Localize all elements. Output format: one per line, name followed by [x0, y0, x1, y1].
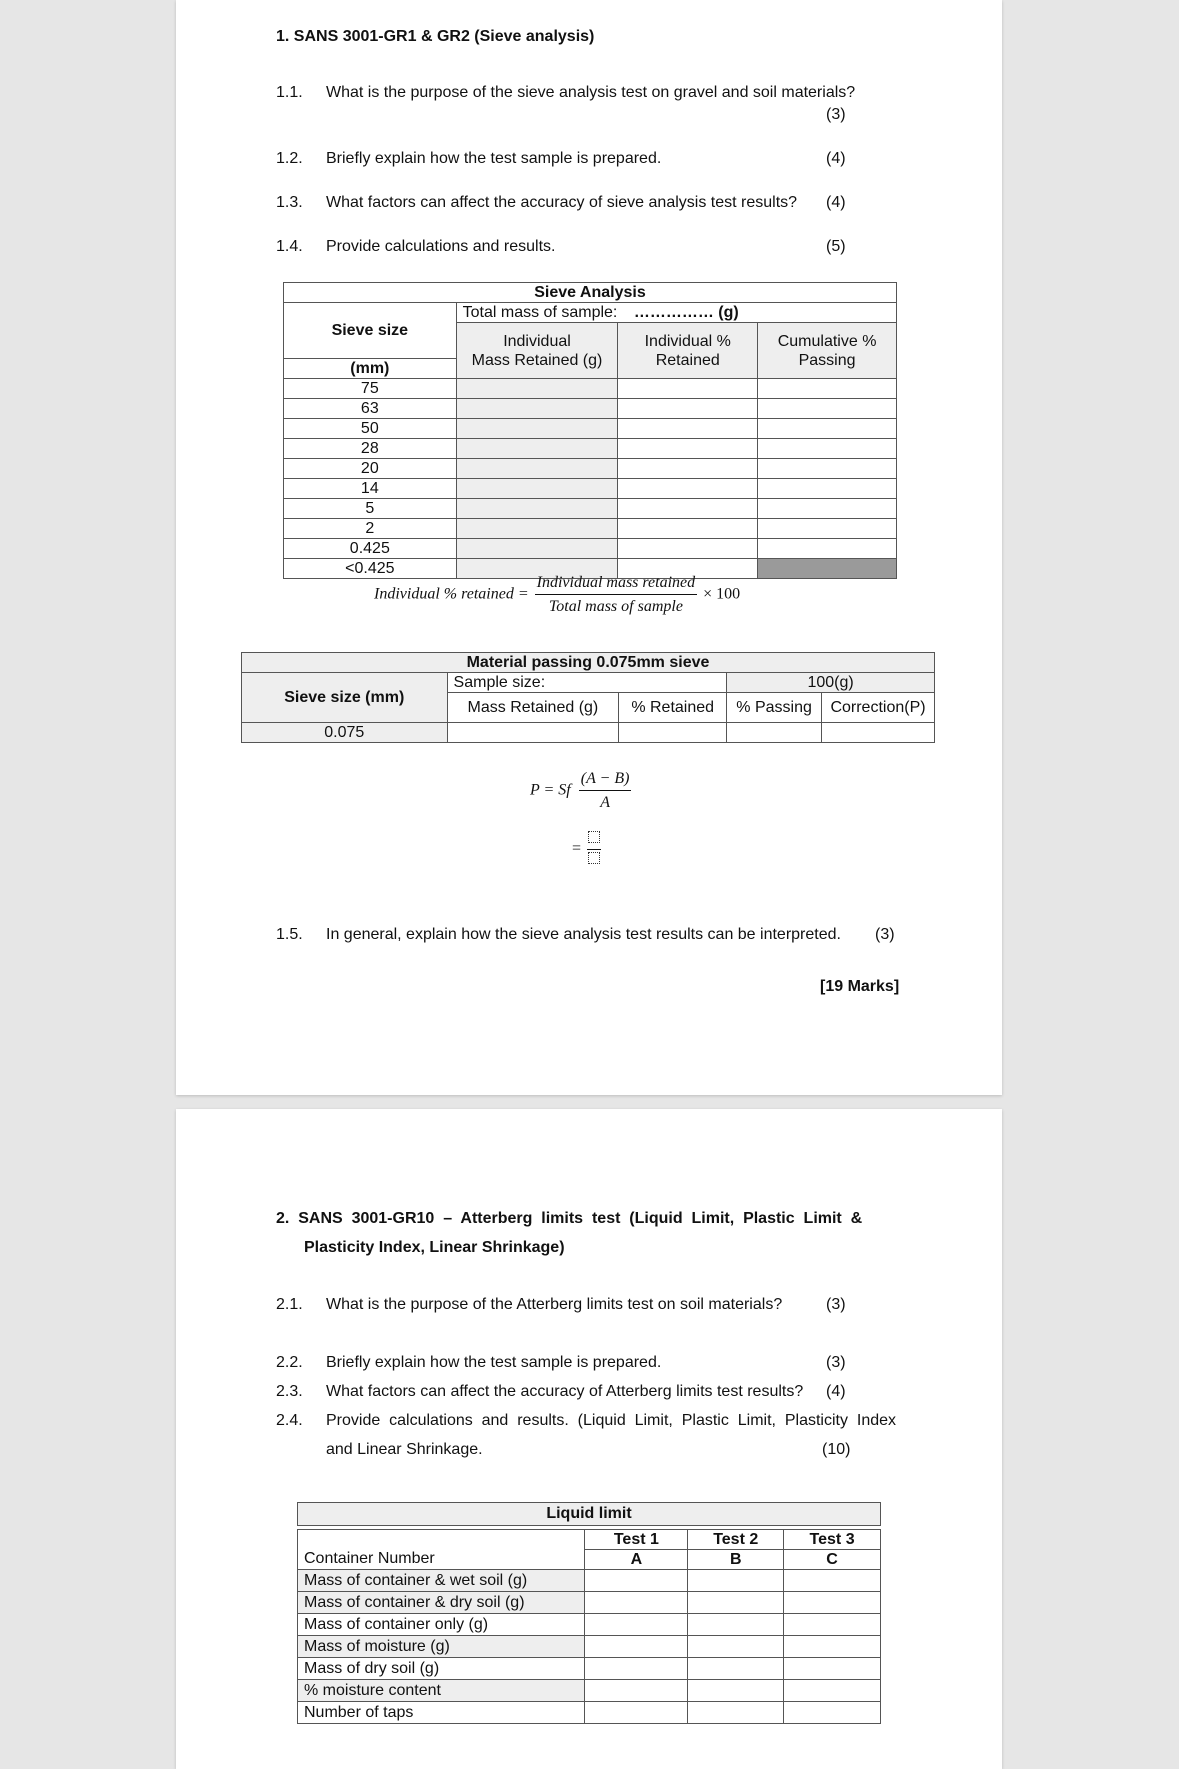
sieve-size-cell: 50: [284, 419, 457, 439]
value-cell[interactable]: [585, 1570, 688, 1592]
table-row: [298, 1658, 881, 1680]
container-b: B: [688, 1550, 784, 1570]
sieve-analysis-table: [283, 282, 897, 579]
row-label: Mass of container & dry soil (g): [298, 1592, 585, 1614]
q2-1-number: 2.1.: [276, 1296, 303, 1313]
value-cell[interactable]: [688, 1592, 784, 1614]
q2-1-marks: (3): [826, 1296, 846, 1313]
q2-3-text: What factors can affect the accuracy of Atterberg limits test results?: [326, 1383, 804, 1400]
q2-4-text-line1: Provide calculations and results. (Liquid Limit, Plastic Limit, Plasticity Index: [326, 1412, 897, 1429]
retained-cell[interactable]: [619, 723, 727, 743]
value-cell[interactable]: [688, 1614, 784, 1636]
cum-cell[interactable]: [758, 459, 897, 479]
sieve-size-cell: 0.425: [284, 539, 457, 559]
pct-cell[interactable]: [618, 479, 758, 499]
row-label: Mass of container & wet soil (g): [298, 1570, 585, 1592]
total-mass-label: Total mass of sample:: [462, 303, 618, 321]
table-row: [284, 399, 897, 419]
row-label: Container Number: [298, 1550, 585, 1570]
table-row: [298, 1570, 881, 1592]
q2-3-number: 2.3.: [276, 1383, 303, 1400]
q1-3-number: 1.3.: [276, 194, 303, 211]
table-row: [284, 519, 897, 539]
document-page-2: [176, 1109, 1002, 1769]
mass-cell[interactable]: [456, 379, 618, 399]
passing-cell[interactable]: [727, 723, 822, 743]
value-cell[interactable]: [784, 1702, 881, 1724]
section-1-heading: 1. SANS 3001-GR1 & GR2 (Sieve analysis): [276, 28, 595, 45]
row-label: Mass of container only (g): [298, 1614, 585, 1636]
section-2-heading-line2: Plasticity Index, Linear Shrinkage): [304, 1239, 565, 1256]
q1-1-text: What is the purpose of the sieve analysis test on gravel and soil materials?: [326, 84, 856, 101]
q1-2-marks: (4): [826, 150, 846, 167]
q1-2-number: 1.2.: [276, 150, 303, 167]
q1-4-text: Provide calculations and results.: [326, 238, 556, 255]
mass-cell[interactable]: [456, 499, 618, 519]
col-correction: Correction(P): [822, 693, 935, 723]
pct-cell[interactable]: [618, 419, 758, 439]
table-row: [298, 1636, 881, 1658]
cum-cell[interactable]: [758, 379, 897, 399]
table-row: [284, 479, 897, 499]
individual-retained-formula: [374, 574, 740, 616]
sieve-size-cell: 75: [284, 379, 457, 399]
document-page-1: [176, 0, 1002, 1095]
total-marks: [19 Marks]: [820, 978, 900, 995]
table-row: [298, 1680, 881, 1702]
placeholder-box-icon[interactable]: [588, 852, 600, 864]
sieve-size-cell: 28: [284, 439, 457, 459]
q1-3-text: What factors can affect the accuracy of sieve analysis test results?: [326, 194, 798, 211]
material-passing-table: [241, 652, 935, 743]
formula2-lhs: P = Sf: [530, 781, 571, 799]
value-cell[interactable]: [784, 1614, 881, 1636]
container-a: A: [585, 1550, 688, 1570]
formula1-denominator: Total mass of sample: [548, 598, 683, 615]
formula1-numerator: Individual mass retained: [535, 574, 698, 595]
value-cell[interactable]: [688, 1570, 784, 1592]
pct-cell[interactable]: [618, 499, 758, 519]
total-mass-dots: …………… (g): [633, 303, 739, 321]
test-2-header: Test 2: [688, 1530, 784, 1550]
passing-size-cell: 0.075: [242, 723, 448, 743]
container-c: C: [784, 1550, 881, 1570]
value-cell[interactable]: [784, 1636, 881, 1658]
total-mass-row: [456, 303, 896, 323]
cum-cell[interactable]: [758, 399, 897, 419]
col-pct-passing: % Passing: [727, 693, 822, 723]
pct-cell[interactable]: [618, 439, 758, 459]
table-row: [284, 539, 897, 559]
pct-cell[interactable]: [618, 459, 758, 479]
placeholder-box-icon[interactable]: [588, 831, 600, 843]
value-cell[interactable]: [585, 1592, 688, 1614]
row-label: Number of taps: [298, 1702, 585, 1724]
mass-cell[interactable]: [456, 459, 618, 479]
mass-cell[interactable]: [456, 439, 618, 459]
cum-cell[interactable]: [758, 539, 897, 559]
mass-cell[interactable]: [456, 399, 618, 419]
table-row: [284, 439, 897, 459]
cum-cell[interactable]: [758, 439, 897, 459]
cum-cell-shaded: [758, 559, 897, 579]
value-cell[interactable]: [585, 1680, 688, 1702]
test-3-header: Test 3: [784, 1530, 881, 1550]
value-cell[interactable]: [688, 1702, 784, 1724]
sieve-size-cell: 20: [284, 459, 457, 479]
col-cumulative-pct: Cumulative % Passing: [758, 323, 897, 379]
q1-4-marks: (5): [826, 238, 846, 255]
q1-1-marks: (3): [826, 106, 846, 123]
sieve-size-cell: 5: [284, 499, 457, 519]
q1-4-number: 1.4.: [276, 238, 303, 255]
pct-cell[interactable]: [618, 399, 758, 419]
sieve-size-cell: 2: [284, 519, 457, 539]
value-cell[interactable]: [688, 1636, 784, 1658]
table-row: [284, 499, 897, 519]
q2-2-text: Briefly explain how the test sample is prepared.: [326, 1354, 662, 1371]
correction-formula-blank: [572, 830, 601, 869]
q2-4-text-line2: and Linear Shrinkage.: [326, 1441, 483, 1458]
value-cell[interactable]: [585, 1702, 688, 1724]
row-label: Mass of dry soil (g): [298, 1658, 585, 1680]
formula2-denominator: A: [600, 794, 610, 811]
formula2-numerator: (A − B): [579, 770, 632, 791]
value-cell[interactable]: [585, 1658, 688, 1680]
cum-cell[interactable]: [758, 519, 897, 539]
col-pct-retained: % Retained: [619, 693, 727, 723]
col-mm: (mm): [284, 359, 457, 379]
col-sieve-size: Sieve size: [284, 303, 457, 359]
sieve-size-cell: 14: [284, 479, 457, 499]
mass-cell[interactable]: [456, 479, 618, 499]
row-label: Mass of moisture (g): [298, 1636, 585, 1658]
correction-cell[interactable]: [822, 723, 935, 743]
value-cell[interactable]: [688, 1680, 784, 1702]
section-2-heading-line1: 2. SANS 3001-GR10 – Atterberg limits test (Liquid Limit, Plastic Limit &: [276, 1210, 863, 1227]
table-row: [298, 1550, 881, 1570]
formula2-eq: =: [572, 840, 582, 858]
q2-2-number: 2.2.: [276, 1354, 303, 1371]
passing-table-title: Material passing 0.075mm sieve: [242, 653, 935, 673]
q2-4-number: 2.4.: [276, 1412, 303, 1429]
q2-4-marks: (10): [822, 1441, 851, 1458]
value-cell[interactable]: [784, 1680, 881, 1702]
value-cell[interactable]: [784, 1592, 881, 1614]
correction-formula: [530, 770, 631, 812]
q2-1-text: What is the purpose of the Atterberg limits test on soil materials?: [326, 1296, 783, 1313]
value-cell[interactable]: [585, 1636, 688, 1658]
col-passing-sieve-size: Sieve size (mm): [242, 673, 448, 723]
sieve-size-cell: <0.425: [284, 559, 457, 579]
value-cell[interactable]: [585, 1614, 688, 1636]
col-individual-pct: Individual % Retained: [618, 323, 758, 379]
table-row: [298, 1702, 881, 1724]
liquid-limit-table: [297, 1502, 881, 1724]
q2-2-marks: (3): [826, 1354, 846, 1371]
table-row: [284, 459, 897, 479]
table-row: [298, 1614, 881, 1636]
q1-5-number: 1.5.: [276, 926, 303, 943]
q1-2-text: Briefly explain how the test sample is prepared.: [326, 150, 662, 167]
formula1-suffix: × 100: [703, 585, 741, 603]
cum-cell[interactable]: [758, 499, 897, 519]
table-row: [284, 419, 897, 439]
mass-cell[interactable]: [456, 419, 618, 439]
sieve-size-cell: 63: [284, 399, 457, 419]
table-row: [284, 379, 897, 399]
pct-cell[interactable]: [618, 539, 758, 559]
mass-cell[interactable]: [447, 723, 619, 743]
q1-1-number: 1.1.: [276, 84, 303, 101]
q1-5-marks: (3): [875, 926, 895, 943]
pct-cell[interactable]: [618, 519, 758, 539]
mass-cell[interactable]: [456, 519, 618, 539]
sample-size-value: 100(g): [727, 673, 935, 693]
value-cell[interactable]: [784, 1570, 881, 1592]
sieve-table-title: Sieve Analysis: [284, 283, 897, 303]
test-1-header: Test 1: [585, 1530, 688, 1550]
row-label: % moisture content: [298, 1680, 585, 1702]
cum-cell[interactable]: [758, 479, 897, 499]
value-cell[interactable]: [784, 1658, 881, 1680]
table-row: [298, 1592, 881, 1614]
col-mass-retained: Mass Retained (g): [447, 693, 619, 723]
col-individual-mass: Individual Mass Retained (g): [456, 323, 618, 379]
sample-size-label: Sample size:: [447, 673, 727, 693]
q2-3-marks: (4): [826, 1383, 846, 1400]
liquid-limit-title: Liquid limit: [298, 1503, 881, 1526]
formula1-lhs: Individual % retained =: [374, 585, 529, 603]
q1-3-marks: (4): [826, 194, 846, 211]
mass-cell[interactable]: [456, 539, 618, 559]
value-cell[interactable]: [688, 1658, 784, 1680]
cum-cell[interactable]: [758, 419, 897, 439]
q1-5-text: In general, explain how the sieve analysis test results can be interpreted.: [326, 926, 841, 943]
pct-cell[interactable]: [618, 379, 758, 399]
table-row: [242, 723, 935, 743]
